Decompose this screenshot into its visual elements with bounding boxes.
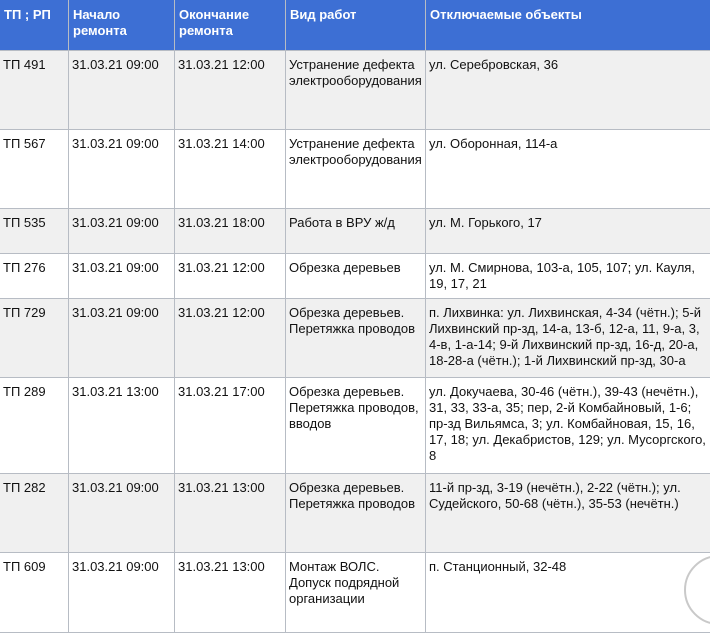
cell-work-type: Устранение дефекта электрооборудования [286,130,426,209]
cell-work-type: Обрезка деревьев [286,254,426,299]
table-row [0,378,710,474]
cell-start: 31.03.21 09:00 [69,474,175,553]
table-row [0,474,710,553]
cell-objects: п. Лихвинка: ул. Лихвинская, 4-34 (чётн.); 5-й Лихвинский пр-зд, 14-а, 13-б, 12-а, 11, 9-а, 3, 4-в, 1-а-14; 9-й Лихвинский пр-зд, 16-д, 20-а, 18-28-а (чётн.); 1-й Лихвинский пр-зд, 30-а [426,299,710,378]
cell-objects: ул. М. Горького, 17 [426,209,710,254]
column-header-end: Окончание ремонта [175,0,286,51]
cell-end: 31.03.21 17:00 [175,378,286,474]
cell-substation: ТП 289 [0,378,69,474]
cell-substation: ТП 282 [0,474,69,553]
column-header-start: Начало ремонта [69,0,175,51]
cell-start: 31.03.21 09:00 [69,130,175,209]
cell-end: 31.03.21 14:00 [175,130,286,209]
cell-end: 31.03.21 18:00 [175,209,286,254]
cell-work-type: Работа в ВРУ ж/д [286,209,426,254]
cell-start: 31.03.21 09:00 [69,299,175,378]
table-row [0,299,710,378]
cell-substation: ТП 535 [0,209,69,254]
cell-work-type: Монтаж ВОЛС. Допуск подрядной организации [286,553,426,633]
cell-work-type: Обрезка деревьев. Перетяжка проводов, вводов [286,378,426,474]
cell-objects: ул. Серебровская, 36 [426,51,710,130]
table-row [0,209,710,254]
cell-start: 31.03.21 09:00 [69,254,175,299]
cell-end: 31.03.21 13:00 [175,553,286,633]
cell-objects: ул. Докучаева, 30-46 (чётн.), 39-43 (нечётн.), 31, 33, 33-а, 35; пер, 2-й Комбайновый, 1-6; пр-зд Вильямса, 3; ул. Комбайновая, 15, 16, 17, 18; ул. Декабристов, 129; ул. Мусоргского, 8 [426,378,710,474]
header-row [0,0,710,51]
cell-substation: ТП 276 [0,254,69,299]
table-row [0,254,710,299]
cell-end: 31.03.21 12:00 [175,254,286,299]
cell-start: 31.03.21 09:00 [69,209,175,254]
table-row [0,51,710,130]
table-row [0,130,710,209]
cell-objects: ул. Оборонная, 114-а [426,130,710,209]
cell-end: 31.03.21 12:00 [175,51,286,130]
cell-end: 31.03.21 12:00 [175,299,286,378]
column-header-objects: Отключаемые объекты [426,0,710,51]
cell-work-type: Обрезка деревьев. Перетяжка проводов [286,299,426,378]
cell-objects: ул. М. Смирнова, 103-а, 105, 107; ул. Кауля, 19, 17, 21 [426,254,710,299]
cell-start: 31.03.21 09:00 [69,51,175,130]
cell-end: 31.03.21 13:00 [175,474,286,553]
cell-start: 31.03.21 09:00 [69,553,175,633]
cell-substation: ТП 729 [0,299,69,378]
cell-substation: ТП 567 [0,130,69,209]
cell-work-type: Обрезка деревьев. Перетяжка проводов [286,474,426,553]
cell-substation: ТП 609 [0,553,69,633]
table-row [0,553,710,633]
column-header-work-type: Вид работ [286,0,426,51]
cell-substation: ТП 491 [0,51,69,130]
column-header-substation: ТП ; РП [0,0,69,51]
cell-objects: 11-й пр-зд, 3-19 (нечётн.), 2-22 (чётн.); ул. Судейского, 50-68 (чётн.), 35-53 (нечётн.) [426,474,710,553]
cell-start: 31.03.21 13:00 [69,378,175,474]
cell-work-type: Устранение дефекта электрооборудования [286,51,426,130]
cell-objects: п. Станционный, 32-48 [426,553,710,633]
